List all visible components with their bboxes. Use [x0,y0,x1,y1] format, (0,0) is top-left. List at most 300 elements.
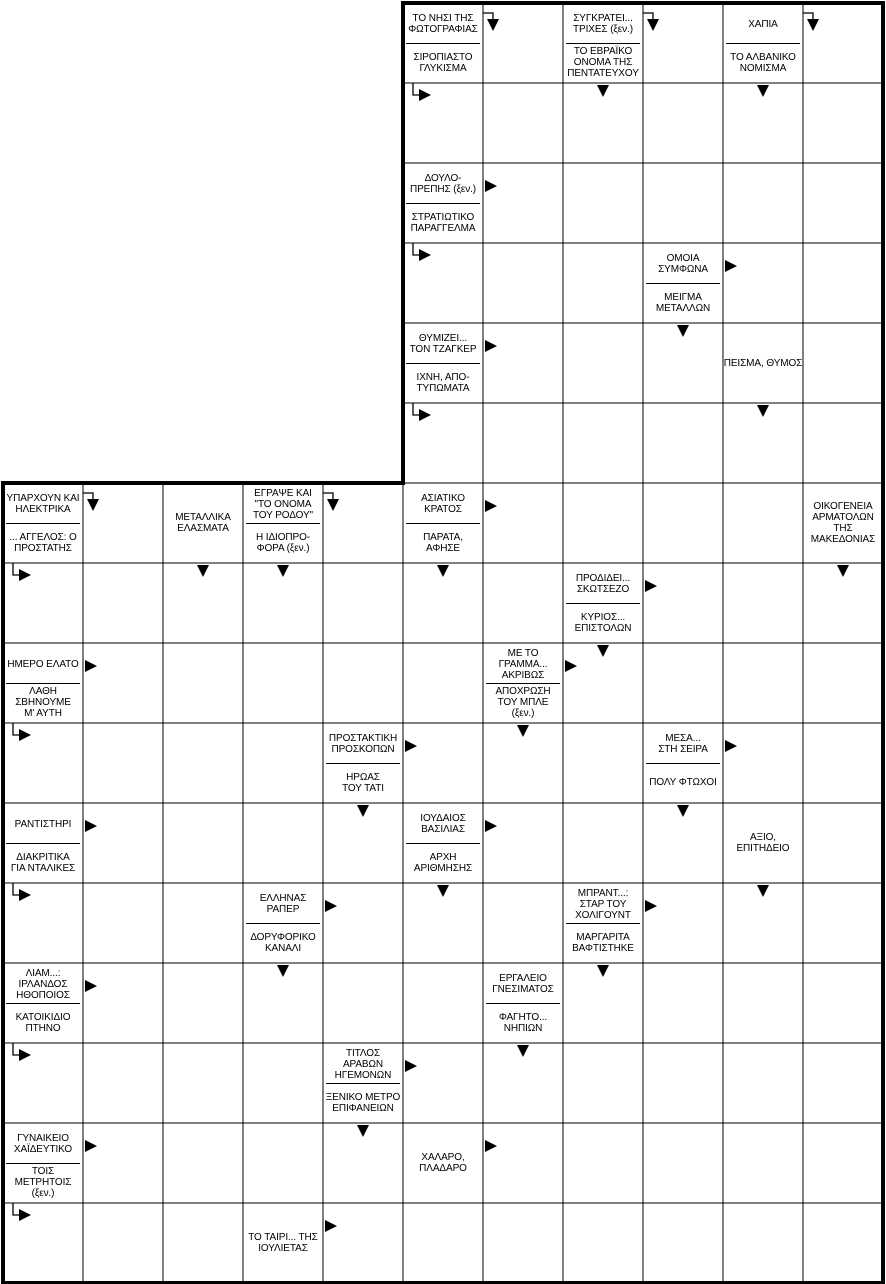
clue-line: ΤΟΥ ΜΠΛΕ [497,697,549,708]
answer-cell[interactable] [484,324,562,402]
answer-cell[interactable] [484,244,562,322]
answer-cell[interactable] [244,644,322,722]
clue-line: ΡΑΠΕΡ [266,904,300,915]
answer-cell[interactable] [804,564,882,642]
clue-line: (ξεν.) [511,708,535,719]
answer-cell[interactable] [644,4,722,82]
clue-line: ΣΥΜΦΩΝΑ [658,264,708,275]
clue-text-second [5,1004,81,1041]
clue-divider [566,923,640,924]
clue-line: ΚΑΝΑΛΙ [264,942,302,954]
clue-divider [646,763,720,764]
clue-line: ΧΟΛΙΓΟΥΝΤ [575,909,631,921]
clue-divider [6,843,80,844]
answer-cell[interactable] [724,884,802,962]
clue-line: ΒΑΣΙΛΙΑΣ [421,824,465,835]
clue-text [245,885,321,923]
clue-text [725,803,801,883]
clue-text [565,5,641,43]
clue-cell [3,1123,83,1203]
clue-line: ΧΑΛΑΡΟ, [421,1152,465,1163]
clue-divider [6,1003,80,1004]
answer-cell[interactable] [404,84,482,162]
clue-text-second [245,524,321,561]
answer-cell[interactable] [804,724,882,802]
clue-text [5,485,81,523]
answer-cell[interactable] [484,84,562,162]
answer-cell[interactable] [324,884,402,962]
clue-cell [323,723,403,803]
clue-cell [403,483,483,563]
clue-divider [406,843,480,844]
clue-line: ΟΙΚΟΓΕΝΕΙΑ [813,501,873,512]
answer-cell[interactable] [84,1204,162,1282]
answer-cell[interactable] [244,724,322,802]
clue-text [725,5,801,43]
clue-text-second [725,44,801,81]
answer-cell[interactable] [804,804,882,882]
answer-cell[interactable] [404,1204,482,1282]
answer-cell[interactable] [724,84,802,162]
answer-cell[interactable] [4,884,82,962]
clue-line: ΠΛΑΔΑΡΟ [419,1163,467,1174]
answer-cell[interactable] [324,964,402,1042]
clue-line: ΤΟ ΑΛΒΑΝΙΚΟ [730,51,796,63]
answer-cell[interactable] [804,1124,882,1202]
answer-cell[interactable] [564,324,642,402]
clue-divider [406,203,480,204]
clue-line: ΧΑΠΙΑ [748,18,778,30]
clue-divider [326,1083,400,1084]
clue-divider [246,523,320,524]
clue-text [405,1123,481,1203]
clue-cell [3,483,83,563]
clue-line: ΤΟ ΝΗΣΙ ΤΗΣ [412,13,474,24]
clue-line: ΕΡΓΑΛΕΙΟ [499,973,547,984]
answer-cell[interactable] [244,564,322,642]
answer-cell[interactable] [164,804,242,882]
clue-line: ΡΑΝΤΙΣΤΗΡΙ [14,818,72,830]
answer-cell[interactable] [244,804,322,882]
clue-divider [246,923,320,924]
clue-line: ΑΡΜΑΤΟΛΩΝ [812,512,874,523]
answer-cell[interactable] [404,1044,482,1122]
clue-text-second [565,924,641,961]
answer-cell[interactable] [164,884,242,962]
clue-text [5,1125,81,1163]
clue-text-second [485,684,561,721]
clue-text [5,965,81,1003]
clue-cell [563,883,643,963]
answer-cell[interactable] [644,964,722,1042]
clue-cell [483,643,563,723]
answer-cell[interactable] [484,804,562,882]
clue-line: ΗΘΟΠΟΙΟΣ [16,989,70,1001]
answer-cell[interactable] [324,644,402,722]
answer-cell[interactable] [4,564,82,642]
clue-line: ΧΑΪΔΕΥΤΙΚΟ [13,1144,73,1155]
answer-cell[interactable] [84,724,162,802]
clue-line: ΝΟΜΙΣΜΑ [739,62,787,74]
answer-cell[interactable] [564,644,642,722]
clue-text-second [325,1084,401,1121]
clue-line: ΕΠΙΣΤΟΛΩΝ [574,622,632,634]
clue-line: ΠΕΝΤΑΤΕΥΧΟΥ [567,68,639,79]
clue-line: ΤΟΝ ΤΖΑΓΚΕΡ [409,344,477,355]
clue-line: ΤΟ ΤΑΙΡΙ... ΤΗΣ [248,1232,318,1243]
answer-cell[interactable] [564,724,642,802]
clue-line: ΟΜΟΙΑ [666,253,700,264]
clue-line: ΕΠΙΦΑΝΕΙΩΝ [332,1102,394,1114]
clue-line: ΑΚΡΙΒΩΣ [501,669,545,681]
answer-cell[interactable] [644,804,722,882]
answer-cell[interactable] [484,4,562,82]
clue-line: ΣΥΓΚΡΑΤΕΙ... [573,13,633,24]
clue-line: ΛΙΑΜ...: [25,967,61,979]
answer-cell[interactable] [84,644,162,722]
answer-cell[interactable] [644,1124,722,1202]
clue-cell [483,963,563,1043]
clue-line: ΕΛΑΣΜΑΤΑ [177,523,229,534]
clue-text [405,5,481,43]
clue-cell [723,323,803,403]
answer-cell[interactable] [324,804,402,882]
clue-text-second [5,1164,81,1201]
clue-line: ΤΟ ΕΒΡΑΪΚΟ [573,46,633,57]
answer-cell[interactable] [564,964,642,1042]
clue-line: ΕΠΙΤΗΔΕΙΟ [736,843,790,854]
clue-cell [3,803,83,883]
answer-cell[interactable] [644,644,722,722]
clue-text [565,885,641,923]
clue-text-second [485,1004,561,1041]
clue-text [405,485,481,523]
answer-cell[interactable] [564,804,642,882]
answer-cell[interactable] [164,644,242,722]
clue-cell [403,803,483,883]
clue-text [325,725,401,763]
clue-cell [3,643,83,723]
clue-cell [643,723,723,803]
answer-cell[interactable] [564,84,642,162]
answer-cell[interactable] [724,564,802,642]
clue-line: Η ΙΔΙΟΠΡΟ- [255,531,310,543]
clue-text [565,565,641,603]
clue-text [725,323,801,403]
clue-line: ΓΙΑ ΝΤΑΛΙΚΕΣ [10,862,76,874]
answer-cell[interactable] [804,884,882,962]
answer-cell[interactable] [644,484,722,562]
clue-line: ΜΕΙΓΜΑ [664,291,702,303]
answer-cell[interactable] [84,484,162,562]
clue-line: ΣΤΡΑΤΙΩΤΙΚΟ [411,211,475,223]
clue-line: ΤΥΠΩΜΑΤΑ [416,382,470,394]
clue-line: (ξεν.) [31,1188,55,1199]
clue-cell [563,3,643,83]
clue-text [645,245,721,283]
answer-cell[interactable] [84,1124,162,1202]
clue-divider [646,283,720,284]
clue-line: ΑΞΙΟ, [749,832,776,843]
answer-cell[interactable] [804,244,882,322]
answer-cell[interactable] [804,404,882,482]
clue-line: ΓΡΑΜΜΑ... [498,658,548,670]
answer-cell[interactable] [644,1044,722,1122]
clue-text [5,645,81,683]
clue-line: ΓΥΝΑΙΚΕΙΟ [17,1133,69,1144]
clue-text-second [5,844,81,881]
answer-cell[interactable] [404,404,482,482]
answer-cell[interactable] [164,964,242,1042]
clue-divider [326,763,400,764]
clue-line: ΗΓΕΜΟΝΩΝ [334,1069,392,1081]
clue-line: ΗΜΕΡΟ ΕΛΑΤΟ [7,658,79,670]
clue-text [405,805,481,843]
clue-divider [486,683,560,684]
answer-cell[interactable] [564,1044,642,1122]
clue-line: ΑΡΙΘΜΗΣΗΣ [413,862,473,874]
answer-cell[interactable] [84,884,162,962]
clue-line: ΠΕΙΣΜΑ, ΘΥΜΟΣ [723,357,803,369]
clue-line: ΝΗΠΙΩΝ [503,1022,543,1034]
clue-line: ΥΠΑΡΧΟΥΝ ΚΑΙ [6,493,80,504]
clue-text-second [645,284,721,321]
clue-line: ΙΟΥΔΑΙΟΣ [420,813,466,824]
answer-cell[interactable] [564,164,642,242]
clue-line: ΚΡΑΤΟΣ [424,504,462,515]
clue-line: Μ' ΑΥΤΗ [24,708,62,719]
answer-cell[interactable] [804,644,882,722]
clue-line: ΠΤΗΝΟ [25,1022,61,1034]
answer-cell[interactable] [724,164,802,242]
answer-cell[interactable] [164,1044,242,1122]
clue-line: ΒΑΦΤΙΣΤΗΚΕ [572,942,634,954]
clue-line: ΦΟΡΑ (ξεν.) [256,542,310,554]
clue-line: ΓΝΕΣΙΜΑΤΟΣ [492,984,554,995]
clue-text [485,645,561,683]
answer-cell[interactable] [244,1124,322,1202]
answer-cell[interactable] [724,1044,802,1122]
answer-cell[interactable] [644,564,722,642]
clue-line: ΙΟΥΛΙΕΤΑΣ [258,1243,308,1254]
answer-cell[interactable] [484,1204,562,1282]
answer-cell[interactable] [324,1124,402,1202]
clue-line: ΙΡΛΑΝΔΟΣ [18,978,68,990]
clue-cell [3,963,83,1043]
answer-cell[interactable] [644,324,722,402]
clue-line: ΚΑΤΟΙΚΙΔΙΟ [15,1011,71,1023]
answer-cell[interactable] [404,564,482,642]
answer-cell[interactable] [324,484,402,562]
answer-cell[interactable] [564,244,642,322]
clue-line: ΕΓΡΑΨΕ ΚΑΙ [254,487,312,499]
clue-line: ΜΕΣΑ... [665,733,701,744]
clue-line: ΠΡΟΣΤΑΤΗΣ [14,542,72,554]
clue-line: ΤΟΙΣ [31,1166,55,1177]
answer-cell[interactable] [84,804,162,882]
clue-line: ΤΡΙΧΕΣ (ξεν.) [573,24,633,35]
clue-divider [726,43,800,44]
clue-text [325,1045,401,1083]
clue-line: ΜΑΡΓΑΡΙΤΑ [576,931,630,943]
answer-cell[interactable] [804,164,882,242]
answer-cell[interactable] [404,244,482,322]
answer-cell[interactable] [724,244,802,322]
answer-cell[interactable] [644,404,722,482]
clue-line: ΛΑΘΗ [29,686,57,697]
clue-text-second [5,684,81,721]
clue-line: ΑΦΗΣΕ [426,542,460,554]
clue-divider [6,683,80,684]
answer-cell[interactable] [564,1124,642,1202]
answer-cell[interactable] [244,964,322,1042]
answer-cell[interactable] [804,324,882,402]
answer-cell[interactable] [404,644,482,722]
answer-cell[interactable] [4,1044,82,1122]
answer-cell[interactable] [724,644,802,722]
clue-line: ΤΗΣ [833,523,853,534]
answer-cell[interactable] [4,1204,82,1282]
clue-line: ... ΑΓΓΕΛΟΣ: Ο [9,531,77,543]
clue-divider [566,603,640,604]
clue-line: ΣΚΩΤΣΕΖΟ [576,584,630,595]
clue-cell [243,883,323,963]
clue-cell [323,1043,403,1123]
clue-cell [803,483,883,563]
answer-cell[interactable] [564,404,642,482]
clue-text-second [245,924,321,961]
clue-line: ΣΤΑΡ ΤΟΥ [579,898,627,910]
clue-line: ΕΛΛΗΝΑΣ [259,893,307,904]
clue-cell [163,483,243,563]
clue-line: ΠΡΟΣΚΟΠΩΝ [331,744,395,755]
clue-text [805,483,881,563]
clue-line: ΠΑΡΑΓΓΕΛΜΑ [410,222,476,234]
clue-line: ΑΡΧΗ [429,851,457,863]
answer-cell[interactable] [724,1204,802,1282]
clue-divider [6,1163,80,1164]
answer-cell[interactable] [484,484,562,562]
clue-line: ΦΑΓΗΤΟ... [498,1011,548,1023]
clue-cell [243,483,323,563]
answer-cell[interactable] [164,1204,242,1282]
clue-text-second [405,44,481,81]
clue-line: ΔΟΥΛΟ- [424,173,462,184]
answer-cell[interactable] [644,84,722,162]
answer-cell[interactable] [164,564,242,642]
answer-cell[interactable] [724,1124,802,1202]
answer-cell[interactable] [484,724,562,802]
clue-text-second [405,844,481,881]
clue-text-second [565,44,641,81]
clue-line: ΦΩΤΟΓΡΑΦΙΑΣ [408,24,478,35]
answer-cell[interactable] [484,1124,562,1202]
clue-line: ΔΟΡΥΦΟΡΙΚΟ [250,931,316,943]
answer-cell[interactable] [724,964,802,1042]
answer-cell[interactable] [164,1124,242,1202]
clue-text [245,1203,321,1283]
clue-line: ΤΟΥ ΡΟΔΟΥ" [252,509,314,521]
answer-cell[interactable] [564,484,642,562]
clue-cell [403,3,483,83]
clue-cell [403,323,483,403]
answer-cell[interactable] [84,564,162,642]
answer-cell[interactable] [244,1044,322,1122]
answer-cell[interactable] [4,724,82,802]
clue-cell [723,3,803,83]
answer-cell[interactable] [564,1204,642,1282]
answer-cell[interactable] [724,484,802,562]
clue-line: ΣΒΗΝΟΥΜΕ [15,697,71,708]
answer-cell[interactable] [484,1044,562,1122]
clue-text [485,965,561,1003]
answer-cell[interactable] [644,1204,722,1282]
answer-cell[interactable] [404,964,482,1042]
answer-cell[interactable] [484,164,562,242]
clue-line: ΔΙΑΚΡΙΤΙΚΑ [16,851,70,863]
clue-line: ΟΝΟΜΑ ΤΗΣ [573,57,633,68]
clue-divider [406,523,480,524]
answer-cell[interactable] [644,164,722,242]
answer-cell[interactable] [484,564,562,642]
clue-cell [403,163,483,243]
clue-line: ΑΡΑΒΩΝ [342,1058,384,1070]
clue-text [405,325,481,363]
clue-line: ΑΠΟΧΡΩΣΗ [495,686,551,697]
answer-cell[interactable] [804,964,882,1042]
answer-cell[interactable] [84,964,162,1042]
clue-divider [6,523,80,524]
clue-line: ΜΠΡΑΝΤ...: [577,887,629,899]
answer-cell[interactable] [484,884,562,962]
clue-line: ΘΥΜΙΖΕΙ... [418,333,468,344]
answer-cell[interactable] [484,404,562,482]
clue-text [165,483,241,563]
answer-cell[interactable] [164,724,242,802]
clue-line: ΙΧΝΗ, ΑΠΟ- [416,371,470,383]
answer-cell[interactable] [804,1204,882,1282]
clue-line: ΠΡΕΠΗΣ (ξεν.) [409,184,477,195]
clue-cell [723,803,803,883]
clue-line: ΗΡΩΑΣ [346,771,380,783]
clue-text-second [5,524,81,561]
answer-cell[interactable] [404,724,482,802]
answer-cell[interactable] [84,1044,162,1122]
clue-line: ΤΙΤΛΟΣ [345,1047,381,1059]
clue-line: "ΤΟ ΟΝΟΜΑ [254,498,312,510]
answer-cell[interactable] [324,564,402,642]
clue-line: ΣΙΡΟΠΙΑΣΤΟ [413,51,473,63]
clue-cell [643,243,723,323]
clue-line: ΠΡΟΔΙΔΕΙ... [575,573,631,584]
answer-cell[interactable] [804,1044,882,1122]
answer-cell[interactable] [404,884,482,962]
answer-cell[interactable] [724,724,802,802]
answer-cell[interactable] [724,404,802,482]
clue-line: ΣΤΗ ΣΕΙΡΑ [658,744,708,755]
clue-line: ΚΥΡΙΟΣ... [580,611,626,623]
clue-divider [566,43,640,44]
answer-cell[interactable] [804,84,882,162]
clue-line: ΜΕΤΡΗΤΟΙΣ [14,1177,72,1188]
clue-divider [406,43,480,44]
clue-text-second [405,364,481,401]
answer-cell[interactable] [324,1204,402,1282]
clue-text [405,165,481,203]
clue-cell [403,1123,483,1203]
answer-cell[interactable] [644,884,722,962]
answer-cell[interactable] [804,4,882,82]
